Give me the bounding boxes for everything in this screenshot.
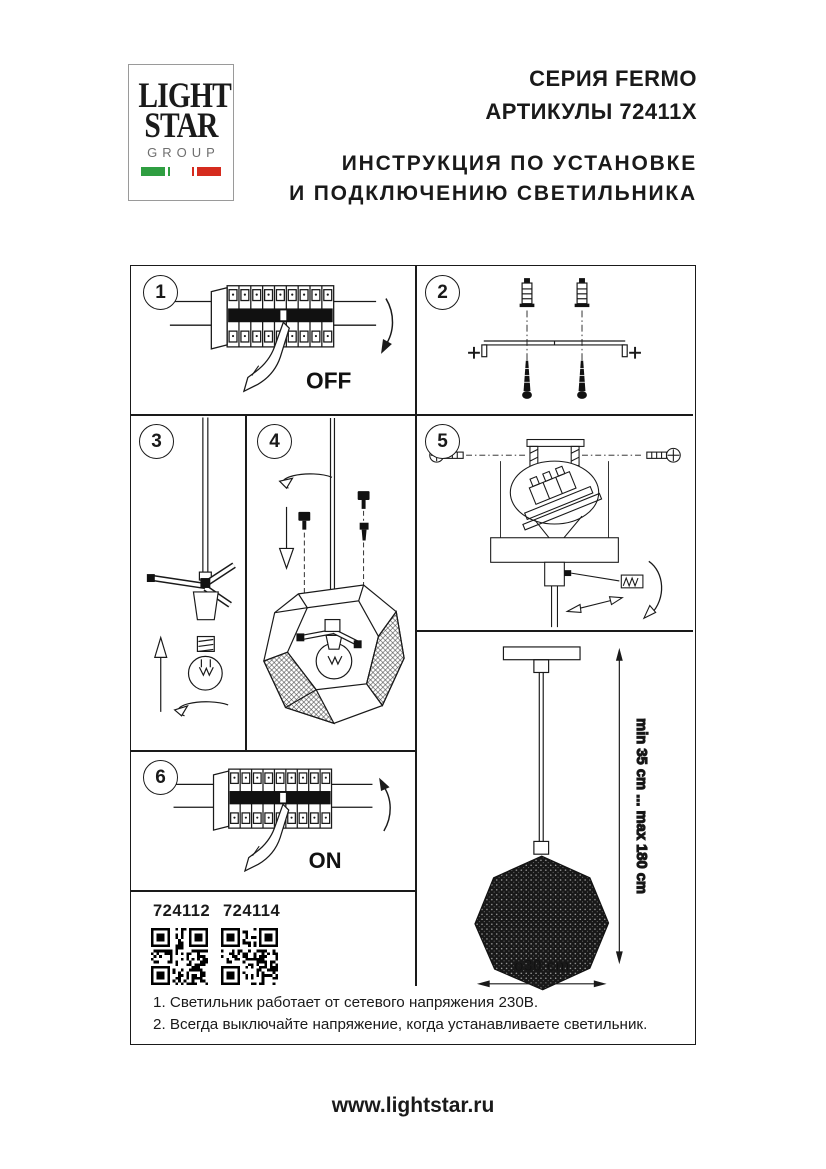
wall-anchor-icon <box>575 278 590 307</box>
socket-bracket-icon <box>147 565 234 620</box>
instruction-title-line2: И ПОДКЛЮЧЕНИЮ СВЕТИЛЬНИКА <box>289 182 697 205</box>
article-code: 724112 <box>153 902 211 920</box>
logo-text-group: GROUP <box>147 145 220 161</box>
rotate-arrow-icon <box>644 561 662 618</box>
note-line: 2. Всегда выключайте напряжение, когда устанавливаете светильник. <box>153 1016 648 1033</box>
logo-text-light: LIGHT <box>138 75 232 115</box>
header <box>289 62 697 209</box>
double-arrow-icon <box>567 597 622 613</box>
logo-text-star: STAR <box>144 104 218 145</box>
bolt-icon <box>358 491 370 540</box>
socket-and-bulb-drawing <box>131 417 245 750</box>
note-line: 1. Светильник работает от сетевого напряжения 230В. <box>153 994 539 1011</box>
magnifier-bubble <box>508 457 601 540</box>
canopy-icon <box>491 538 619 586</box>
step-number-badge: 1 <box>143 275 178 310</box>
series-title: СЕРИЯ FERMO <box>529 66 697 91</box>
pendant-lamp-drawing <box>417 632 693 1042</box>
canopy-mounting-drawing <box>417 417 693 630</box>
height-dimension <box>616 648 649 964</box>
set-screw-icon <box>564 570 571 576</box>
spring-icon <box>621 575 643 588</box>
step-number-badge: 5 <box>425 424 460 459</box>
articles-panel <box>131 892 415 986</box>
off-label: OFF <box>306 367 352 394</box>
height-label: min 35 cm ... max 180 cm <box>633 718 650 895</box>
screw-icon <box>577 361 587 399</box>
pendant-dimensions-panel <box>417 632 693 1042</box>
step-4-panel <box>247 417 415 750</box>
qr-code-724114 <box>221 928 278 985</box>
cross-screw-icon <box>468 347 641 359</box>
wall-anchor-icon <box>520 278 535 307</box>
step-number-badge: 4 <box>257 424 292 459</box>
light-bulb-icon <box>188 637 222 691</box>
step-number-badge: 2 <box>425 275 460 310</box>
down-arrow-icon <box>280 507 294 568</box>
screw-icon <box>522 361 532 399</box>
step-5-panel <box>417 417 693 630</box>
breaker-drawing <box>170 286 376 349</box>
step-number-badge: 6 <box>143 760 178 795</box>
rotate-arrow-icon <box>175 702 229 716</box>
down-arrow-icon <box>385 299 393 346</box>
breaker-drawing <box>174 769 373 830</box>
divider <box>131 414 693 416</box>
step-number-badge: 3 <box>139 424 174 459</box>
bolt-icon <box>298 512 310 530</box>
qr-code-724112 <box>151 928 208 985</box>
mounting-bar-icon <box>482 341 627 357</box>
instruction-title-line1: ИНСТРУКЦИЯ ПО УСТАНОВКЕ <box>341 152 697 175</box>
instruction-grid <box>130 265 696 1045</box>
diameter-label: ø30 cm <box>513 957 570 976</box>
up-arrow-icon <box>383 785 390 831</box>
articles-title: АРТИКУЛЫ 72411X <box>485 99 697 124</box>
lamp-shade-icon <box>264 585 404 723</box>
rotate-arrow-icon <box>280 474 332 488</box>
safety-notes <box>153 992 683 1036</box>
article-code: 724114 <box>223 902 281 920</box>
on-label: ON <box>308 848 342 874</box>
website-url: www.lightstar.ru <box>331 1094 495 1117</box>
step-1-panel <box>131 266 415 414</box>
screw-icon <box>647 448 680 462</box>
step-2-panel <box>417 266 693 414</box>
up-arrow-icon <box>155 638 167 712</box>
step-6-panel <box>131 752 415 890</box>
shade-assembly-drawing <box>247 417 415 750</box>
italian-flag-bar <box>141 167 221 176</box>
step-3-panel <box>131 417 245 750</box>
lightstar-logo <box>128 64 234 201</box>
ceiling-plate-icon <box>503 647 580 660</box>
